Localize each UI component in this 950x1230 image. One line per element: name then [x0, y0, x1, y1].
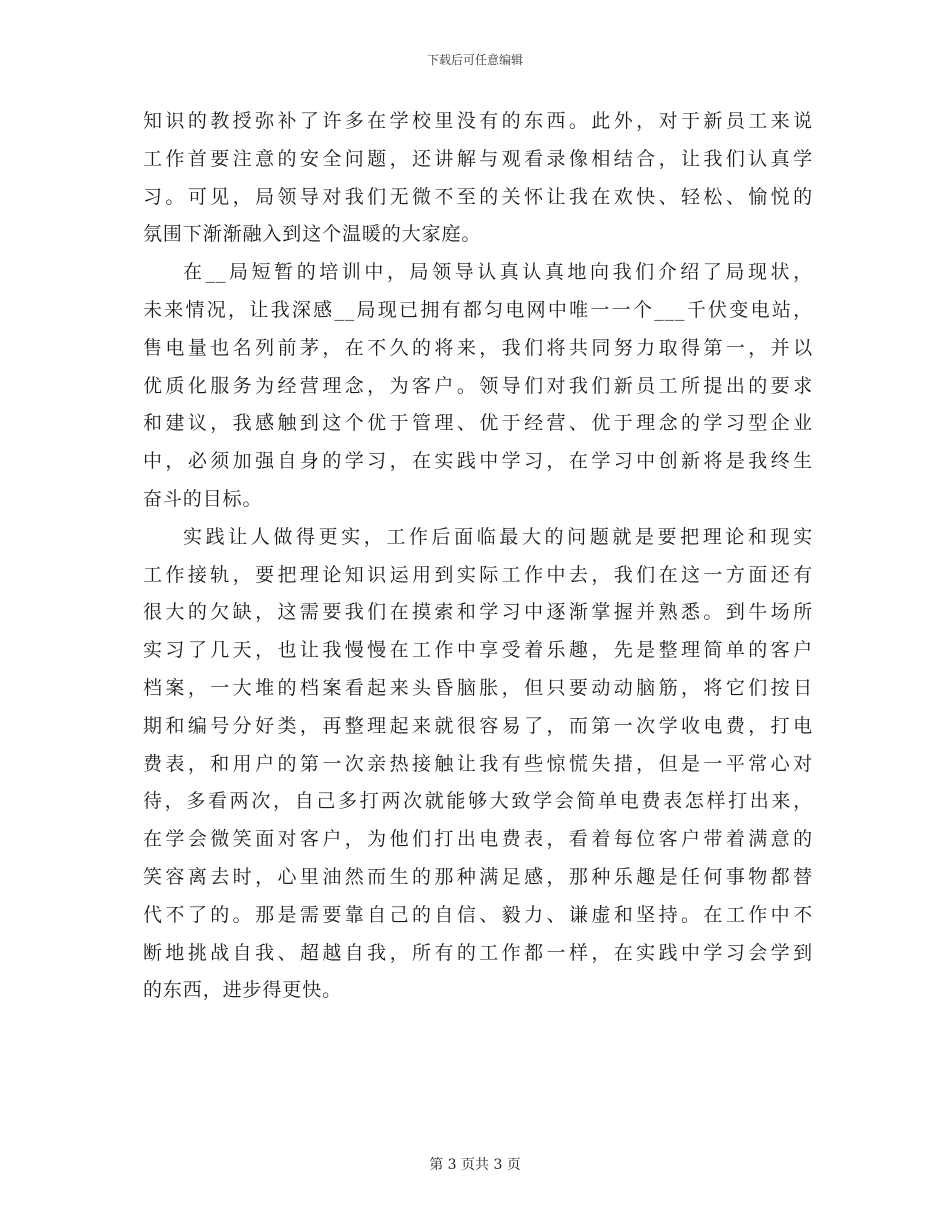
text-line: 待，多看两次，自己多打两次就能够大致学会简单电费表怎样打出来， — [143, 790, 813, 813]
text-line: 断地挑战自我、超越自我，所有的工作都一样，在实践中学习会学到 — [143, 941, 813, 964]
text-line: 工作首要注意的安全问题，还讲解与观看录像相结合，让我们认真学 — [143, 147, 813, 170]
text-line: 中，必须加强自身的学习，在实践中学习，在学习中创新将是我终生 — [143, 450, 813, 473]
text-line: 档案，一大堆的档案看起来头昏脑胀，但只要动动脑筋，将它们按日 — [143, 676, 813, 699]
text-line: 代不了的。那是需要靠自己的自信、毅力、谦虚和坚持。在工作中不 — [143, 903, 813, 926]
text-line: 优质化服务为经营理念，为客户。领导们对我们新员工所提出的要求 — [143, 374, 813, 397]
text-line: 在__局短暂的培训中，局领导认真认真地向我们介绍了局现状， — [183, 261, 813, 284]
text-line: 的东西，进步得更快。 — [143, 979, 343, 1002]
text-line: 未来情况，让我深感__局现已拥有都匀电网中唯一一个___千伏变电站， — [143, 298, 813, 321]
text-line: 知识的教授弥补了许多在学校里没有的东西。此外，对于新员工来说 — [143, 110, 813, 132]
text-line: 很大的欠缺，这需要我们在摸索和学习中逐渐掌握并熟悉。到牛场所 — [143, 601, 813, 624]
text-line: 期和编号分好类，再整理起来就很容易了，而第一次学收电费，打电 — [143, 714, 813, 737]
text-line: 笑容离去时，心里油然而生的那种满足感，那种乐趣是任何事物都替 — [143, 865, 813, 888]
text-line: 实践让人做得更实，工作后面临最大的问题就是要把理论和现实 — [183, 525, 813, 548]
page-footer: 第 3 页共 3 页 — [429, 1157, 521, 1173]
text-line: 实习了几天，也让我慢慢在工作中享受着乐趣，先是整理简单的客户 — [143, 639, 813, 662]
text-line: 在学会微笑面对客户，为他们打出电费表，看着每位客户带着满意的 — [143, 828, 813, 851]
text-line: 售电量也名列前茅，在不久的将来，我们将共同努力取得第一，并以 — [143, 336, 813, 359]
text-line: 工作接轨，要把理论知识运用到实际工作中去，我们在这一方面还有 — [143, 563, 813, 586]
text-line: 氛围下渐渐融入到这个温暖的大家庭。 — [143, 223, 482, 246]
text-line: 奋斗的目标。 — [143, 487, 263, 510]
page-header: 下载后可任意编辑 — [426, 53, 523, 67]
document-body — [143, 103, 813, 1010]
text-line: 习。可见，局领导对我们无微不至的关怀让我在欢快、轻松、愉悦的 — [143, 185, 813, 208]
text-line: 费表，和用户的第一次亲热接触让我有些惊慌失措，但是一平常心对 — [143, 752, 813, 775]
text-line: 和建议，我感触到这个优于管理、优于经营、优于理念的学习型企业 — [143, 412, 813, 435]
